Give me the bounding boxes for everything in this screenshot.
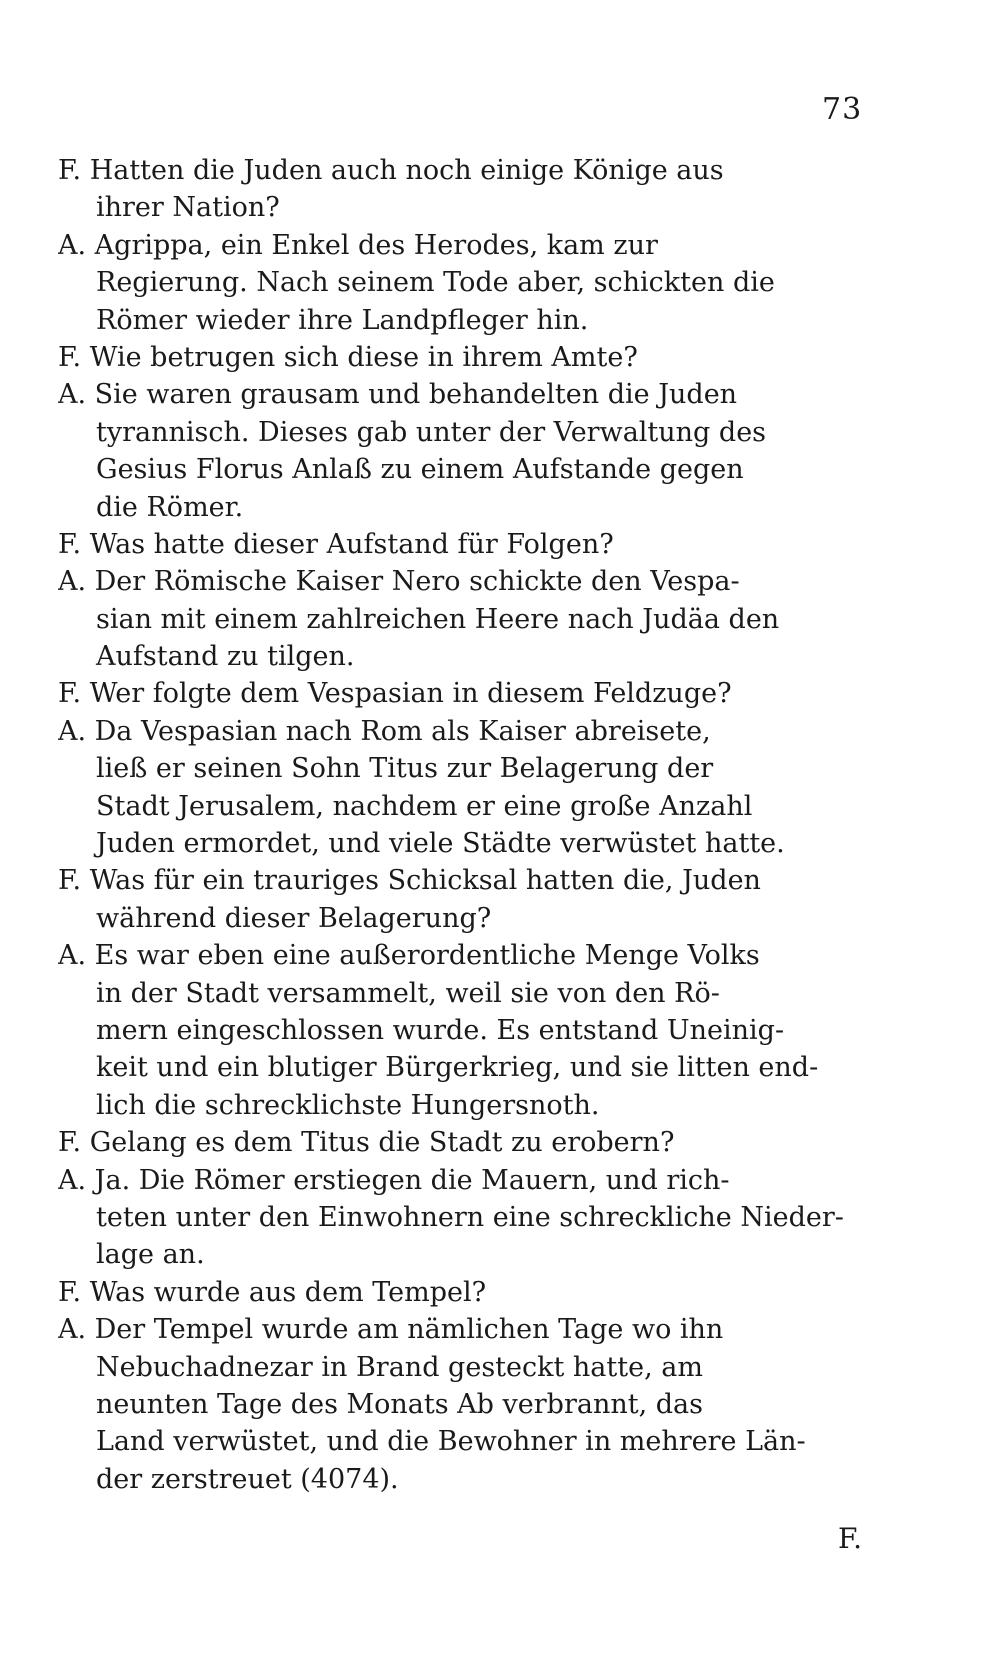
text-line: Juden ermordet, und viele Städte verwüstet hatte.	[96, 828, 785, 860]
text-line: ließ er seinen Sohn Titus zur Belagerung der	[96, 753, 714, 785]
text-line: F. Was wurde aus dem Tempel?	[58, 1276, 487, 1308]
catchword: F.	[838, 1522, 862, 1555]
text-line: ihrer Nation?	[96, 192, 280, 224]
page-number: 73	[822, 92, 863, 127]
text-line: A. Der Tempel wurde am nämlichen Tage wo ihn	[58, 1314, 724, 1346]
text-line: der zerstreuet (4074).	[96, 1463, 399, 1495]
text-line: Nebuchadnezar in Brand gesteckt hatte, am	[96, 1351, 703, 1383]
text-line: Aufstand zu tilgen.	[96, 641, 355, 673]
text-line: F. Gelang es dem Titus die Stadt zu erobern?	[58, 1127, 675, 1159]
text-line: F. Was für ein trauriges Schicksal hatten die, Juden	[58, 865, 761, 897]
text-line: A. Sie waren grausam und behandelten die Juden	[58, 379, 738, 411]
text-line: sian mit einem zahlreichen Heere nach Judäa den	[96, 603, 780, 635]
text-line: Gesius Florus Anlaß zu einem Aufstande gegen	[96, 454, 744, 486]
text-line: mern eingeschlossen wurde. Es entstand Uneinig-	[96, 1014, 785, 1046]
text-line: F. Wie betrugen sich diese in ihrem Amte?	[58, 341, 638, 373]
text-line: die Römer.	[96, 491, 244, 523]
text-line: A. Der Römische Kaiser Nero schickte den Vespa-	[58, 566, 740, 598]
text-line: lage an.	[96, 1239, 205, 1271]
text-line: Stadt Jerusalem, nachdem er eine große Anzahl	[96, 790, 753, 822]
text-line: Regierung. Nach seinem Tode aber, schickten die	[96, 267, 775, 299]
text-line: Römer wieder ihre Landpfleger hin.	[96, 304, 589, 336]
text-line: A. Es war eben eine außerordentliche Menge Volks	[58, 940, 760, 972]
text-line: lich die schrecklichste Hungersnoth.	[96, 1089, 600, 1121]
body-text	[58, 152, 868, 1498]
text-line: neunten Tage des Monats Ab verbrannt, das	[96, 1388, 703, 1420]
text-line: während dieser Belagerung?	[96, 902, 492, 934]
text-line: Land verwüstet, und die Bewohner in mehrere Län-	[96, 1426, 806, 1458]
text-line: A. Da Vespasian nach Rom als Kaiser abreisete,	[58, 715, 711, 747]
text-line: F. Wer folgte dem Vespasian in diesem Feldzuge?	[58, 678, 732, 710]
text-line: F. Hatten die Juden auch noch einige Könige aus	[58, 155, 724, 186]
text-line: tyrannisch. Dieses gab unter der Verwaltung des	[96, 416, 767, 448]
text-line: A. Ja. Die Römer erstiegen die Mauern, und rich-	[58, 1164, 730, 1196]
text-line: F. Was hatte dieser Aufstand für Folgen?	[58, 528, 614, 560]
text-line: keit und ein blutiger Bürgerkrieg, und sie litten end-	[96, 1052, 819, 1084]
text-line: A. Agrippa, ein Enkel des Herodes, kam zur	[58, 229, 658, 261]
text-line: teten unter den Einwohnern eine schreckliche Nieder-	[96, 1201, 844, 1233]
text-line: in der Stadt versammelt, weil sie von den Rö-	[96, 977, 720, 1009]
